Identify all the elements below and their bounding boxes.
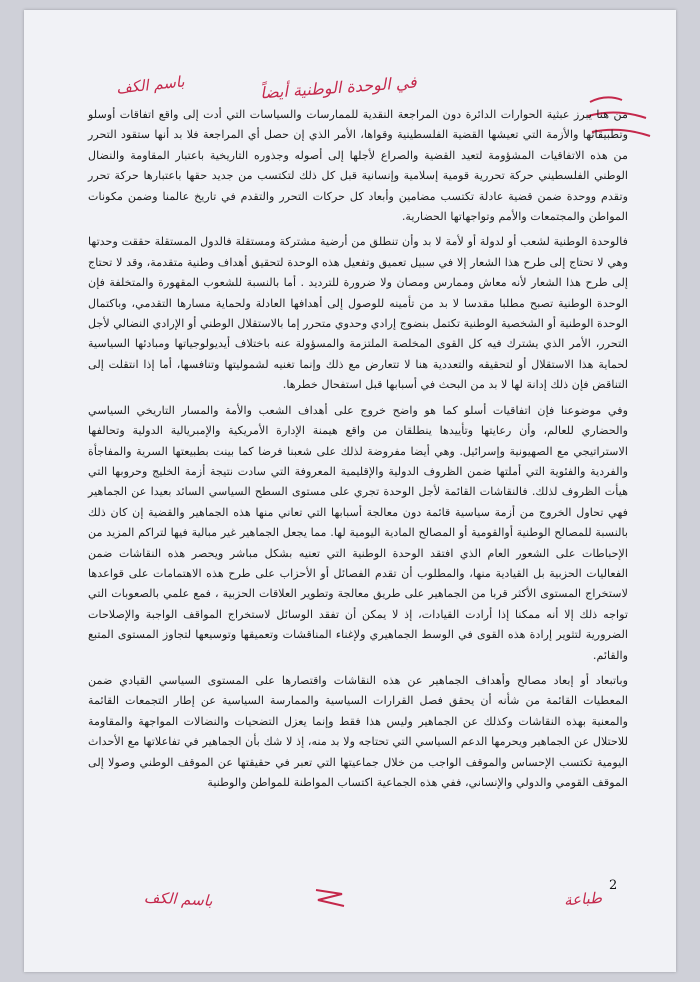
paragraph-4: وباتبعاد أو إبعاد مصالح وأهداف الجماهير عن هذه النقاشات واقتصارها على المستوى السياسي القيادي ضمن المعطيات القائمة من شأنه أن يحقق فصل القرارات السياسية والممارسة السياسية عن إطار التجمعات القائمة والمعنية بهذه النقاشات وكذلك عن الجماهير وليس هذا فقط وإنما يعزل التضحيات والنضالات المواجهة والمقاومة للاحتلال عن الجماهير ويحرمها الدعم السياسي التي تحتاجه ولا بد منه، إذ لا شك بأن الجماهير في تفاعلاتها مع الأحداث اليومية تكتسب الإحساس والموقف الواجب من خلال جماعيتها التي تعبر في حقيقتها عن الموقف الوطني وصولا إلى الموقف القومي والدولي والإنساني، ففي هذه الجماعية اكتساب المواطنة للمواطن والوطنية [88, 673, 628, 789]
paragraph-1: من هنا يبرز عبثية الحوارات الدائرة دون المراجعة النقدية للممارسات والسياسات التي أدت إلى واقع اتفاقات أوسلو وتطبيقاتها والأزمة التي تعيشها القضية الفلسطينية وقواها، الأمر الذي إن حصل أي المراجعة فلا بد أنها ستقود التحرر من هذه الاتفاقيات المشؤومة لتعيد القضية والصراع لأجلها إلى أصوله وجذوره التاريخية باعتبار المقاومة والنضال الوطني الفلسطيني حركة تحررية قومية إسلامية وإنسانية قبل كل ذلك لتكتسب من جديد حقها باعتبارها حركة تحرر وتقدم ووحدة ضمن قضية عادلة تكتسب مضامين وأبعاد كل حركات التحرر والتقدم في تاريخ عالمنا وضمن مكونات المواطن والمجتمعات والأمم وتواجهاتها الحضارية. [88, 108, 628, 224]
handwritten-note-bottom-left: باسم الكف [143, 888, 214, 910]
body-text [88, 105, 628, 798]
document-page [24, 10, 676, 972]
page-number: 2 [609, 878, 618, 893]
paragraph-3: وفي موضوعنا فإن اتفاقيات أسلو كما هو واضح خروج على أهداف الشعب والأمة والمسار التاريخي السياسي والحضاري للعالم، وأن رعايتها وتأييدها ينطلقان من واقع هيمنة الإدارة الأمريكية والإمبريالية الدولية وتحالفها الاستراتيجي مع الصهيونية وإسرائيل. وهي أيضا مفروضة لذلك على شعبنا فرضا كما بينت بطبيعتها السرية والمفاجأة والفردية والفئوية التي أملتها ضمن الظروف الدولية والإقليمية المعروفة التي سادت نتيجة أزمة الخليج وحروبها التي هيأت الظروف لذلك. فالنقاشات القائمة لأجل الوحدة تجري على مستوى السطح السياسي السائد بعيدا عن الجماهير فهي تحاول الخروج من أزمة سياسية قائمة دون معالجة أسبابها التي تعاني منها هذه الجماهير والقضية إن كان ذلك بالنسبة للمصالح الوطنية أوالقومية أو المصالح المادية اليومية لها. مما يجعل الجماهير غير مبالية فيها لتراكم المزيد من الإحباطات على الشعور العام الذي افتقد الوحدة الوطنية التي تعنيه بشكل مباشر ويحصر هذه النقاشات ضمن الفعاليات الحزبية بل القيادية منها، والمطلوب أن تقدم الفصائل أو الأحزاب على طرح هذه الاهتمامات على قواعدها لاستخراج المستوى الأكثر قربا من الجماهير على طريق معالجة وتطوير العلاقات الحزبية ، فمع علمي بالصعوبات التي تواجه ذلك إلا أنه ممكنا إذا أرادت القيادات، إذ لا يمكن أن تفقد الوسائل لاستخراج المواقف الواجبة والإصلاحات الضرورية لتثوير إرادة هذه القوى في الوسط الجماهيري ولإغناء المناقشات وتعميقها وتوسيعها لتجاوز المستوى المتبع والقائم. [88, 403, 628, 662]
handwritten-note-bottom-right: طباعة [563, 888, 603, 910]
paragraph-2: فالوحدة الوطنية لشعب أو لدولة أو لأمة لا بد وأن تنطلق من أرضية مشتركة ومستقلة فالدول المستقلة حققت وحدتها وهي لا تحتاج إلى طرح هذا الشعار إلا في سبيل تعميق وتفعيل هذه الوحدة لتحقيق أهداف وطنية متقدمة، وقد لا تحتاج إلى طرح هذا الشعار لأنه معاش وممارس ومصان ولا ضرورة للترديد . أما بالنسبة للشعوب المقهورة والمتخلفة فإن الوحدة الوطنية تصبح مطلبا مقدسا لا بد من تأمينه للوصول إلى أهدافها العادلة ولحماية مسارها التقدمي، وباكتمال الوحدة الوطنية أو الشخصية الوطنية تكتمل بنضوج إرادي وحدوي متحرر إما بالاستقلال الوطني أو الإرادي النضالي لأجل التحرر، الأمر الذي يشترك فيه كل القوى المخلصة الملتزمة والمسؤولة عنه باختلاف أيديولوجياتها ومبادئها السياسية لحماية هذا الاستقلال أو لتحقيقه والتعددية هنا لا تتعارض مع ذلك وإنما تغنيه لشموليتها وتنافسها، أما إذا انتقلت إلى التناقض فإن ذلك إدانة لها لا بد من البحث في أسبابها قبل استفحال خطرها. [87, 235, 628, 392]
handwritten-note-top-left: باسم الكف [115, 72, 186, 98]
squiggle-mark-icon [312, 882, 352, 912]
handwritten-note-top: في الوحدة الوطنية أيضاً [259, 72, 418, 103]
